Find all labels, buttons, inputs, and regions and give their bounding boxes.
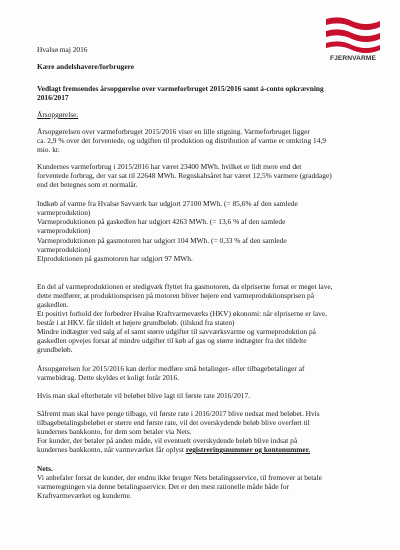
paragraph-line: varmebidrag. Dette skyldes et koligt forår 2016. bbox=[37, 373, 180, 382]
paragraph-line: ca. 2,9 % over det forventede, og udgiften til produktion og distribution af varme er omkring 14,9 bbox=[37, 136, 326, 145]
paragraph-line: For kunder, der betaler på anden måde, vil eventuelt overskydende beløb blive indsat på bbox=[37, 436, 298, 445]
paragraph-line: Et positivt forhold der forbedrer Hvalsø Kraftvarmeværks (HKV) økonomi: når elpriserne er lave, bbox=[37, 309, 327, 318]
paragraph-line: varmeproduktion) bbox=[37, 208, 91, 217]
logo-brand-text: FJERNVARME bbox=[330, 55, 376, 62]
paragraph-line: gaskedlen. bbox=[37, 300, 69, 309]
paragraph-line: forventede forbrug, der var sat til 22648 MWh. Regnskabsåret har været 12,5% varmere (graddage) bbox=[37, 171, 332, 180]
paragraph-line: Mindre indtægter ved salg af el samt større udgifter til savværksvarme og varmeproduktion på bbox=[37, 327, 316, 336]
paragraph-line: Indkøb af varme fra Hvalsø Savværk har udgjort 27100 MWh. (= 85,6% af den samlede bbox=[37, 199, 298, 208]
paragraph-line: Varmeproduktionen på gaskedlen har udgjort 4263 MWh. (= 13,6 % af den samlede bbox=[37, 217, 286, 226]
subject-line: Vedlagt fremsendes årsopgørelse over varmeforbruget 2015/2016 samt á-conto opkrævning bbox=[37, 84, 324, 93]
paragraph-line bbox=[37, 445, 310, 454]
subject-line: 2016/2017 bbox=[37, 93, 69, 102]
place-date: Hvalsø maj 2016 bbox=[37, 45, 88, 54]
paragraph-line: varmeproduktion) bbox=[37, 245, 91, 254]
paragraph-line: kundernes bankkonto, for dem som betaler via Nets. bbox=[37, 427, 192, 436]
paragraph-line: mio. kr. bbox=[37, 145, 60, 154]
paragraph-text: kundernes bankkonto, når varmeværket får oplyst bbox=[37, 445, 184, 454]
salutation: Kære andelshavere/forbrugere bbox=[37, 62, 135, 71]
paragraph-line: Varmeproduktionen på gasmotoren har udgjort 104 MWh. (= 0,33 % af den samlede bbox=[37, 236, 287, 245]
paragraph-line: Årsopgørelsen for 2015/2016 kan derfor medføre små betalinger- eller tilbagebetalinger af bbox=[37, 364, 305, 373]
company-logo bbox=[322, 15, 384, 67]
paragraph-line: varmeregningen via denne betalingsservice. Det er den mest rationelle måde både for bbox=[37, 482, 289, 491]
emphasized-account-info: registreringsnummer og kontonummer. bbox=[185, 445, 311, 454]
flame-logo-icon bbox=[322, 15, 384, 55]
paragraph-line: Elproduktionen på gasmotoren har udgjort 97 MWh. bbox=[37, 254, 193, 263]
paragraph-line: grundbeløb. bbox=[37, 345, 73, 354]
paragraph-line: Kundernes varmeforbrug i 2015/2016 har været 23400 MWh. hvilket er lidt mere end det bbox=[37, 162, 302, 171]
paragraph-line: Vi anbefaler forsat de kunder, der endnu ikke bruger Nets betalingsservice, til fremover at betale bbox=[37, 473, 322, 482]
paragraph-line: består i at HKV. får tildelt et højere grundbeløb. (tilskud fra staten) bbox=[37, 318, 235, 327]
paragraph-line: Kraftvarmeværket og kunderne. bbox=[37, 491, 132, 500]
paragraph-line: En del af varmeproduktionen er stedigvæk flyttet fra gasmotoren, da elpriserne forsat er meget lave, bbox=[37, 282, 333, 291]
paragraph-line: Hvis man skal efterbetale vil beløbet blive lagt til første rate 2016/2017. bbox=[37, 391, 251, 400]
paragraph-line: tilbagebetalingsbeløbet er større end første rate, vil det overskydende beløb blive overført til bbox=[37, 418, 310, 427]
paragraph-line: end det betegnes som et normalår. bbox=[37, 180, 138, 189]
paragraph-line: varmeproduktion) bbox=[37, 226, 91, 235]
paragraph-line: Årsopgørelsen over varmeforbruget 2015/2016 viser en lille stigning. Varmeforbruget ligger bbox=[37, 127, 310, 136]
paragraph-line: Såfremt man skal have penge tilbage, vil første rate i 2016/2017 blive nedsat med beløbet. Hvis bbox=[37, 409, 320, 418]
paragraph-line: dette medfører, at produktionsprisen på motoren bliver højere end varmeproduktionsprisen på bbox=[37, 291, 314, 300]
paragraph-line: gaskedlen opvejes forsat af mindre udgifter til køb af gas og større indtægter fra det tildelte bbox=[37, 336, 307, 345]
section-heading-annual: Årsopgørelse. bbox=[37, 110, 79, 119]
section-heading-nets: Nets. bbox=[37, 464, 53, 473]
